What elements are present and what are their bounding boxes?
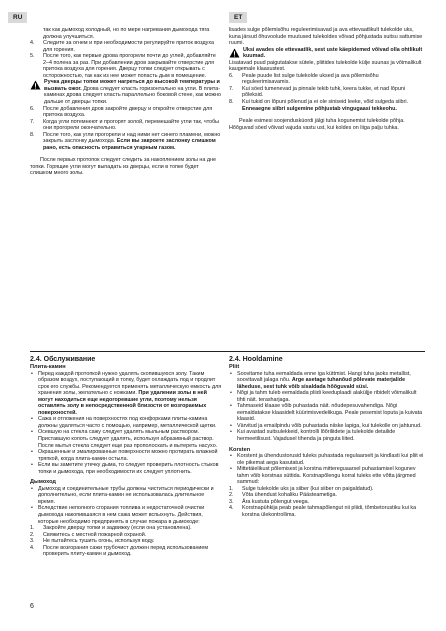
ru-chimney-list	[30, 486, 222, 525]
et-top-column	[229, 27, 425, 131]
list-item: 3. Не пытайтесь тушить огонь, используя воду.	[30, 538, 155, 545]
ru-fire-steps	[30, 525, 222, 558]
ru-steps-list-2	[30, 106, 222, 152]
page-number: 6	[30, 603, 34, 610]
et-continued-text: lisades sulge põlemisõhu reguleerimisavad ja ava ettevaatlikult tulekolde uks, kuna järsud õhuvoolude muutused tulekoldes võivad põhjustada suitsu sattumise ruumi.	[229, 27, 423, 47]
list-item: • Перед каждой протопкой нужно удалять скопившуюся золу. Таким образом воздух, поступающий в топку, будет охлаждать под и продлит срок его службы. Рекомендуется применять металлическую емкость для хранения золы, желательно с ножками. При удалении золы в ней могут находиться еще недогоревшие угли, поэтому нельзя оставлять золу в непосредственной близости от возгораемых поверхностей.	[30, 371, 222, 417]
list-item: 2. Свяжитесь с местной пожарной охраной.	[30, 531, 147, 538]
list-item: • Värvitud ja emailpindu võib puhastada niiske lapiga, kui tulekolle on jahtunud.	[229, 423, 425, 430]
ru-maintenance-column	[30, 355, 222, 558]
section-divider	[30, 351, 425, 352]
list-item: 7. Когда угли потемнеют и прогорят золой, перемешайте угли так, чтобы они прогорели окончательно.	[30, 118, 220, 132]
et-warning	[229, 47, 425, 60]
list-item: 1. Закройте дверцу топки и задвижку (если она установлена).	[30, 525, 192, 532]
ru-paragraph: После первых протопок следует следить за накоплением золы на дне топки. Горящие угли могут выпадать из дверцы, если в топке будет слишком много золы.	[30, 157, 216, 177]
et-section-heading: 2.4. Hooldamine	[229, 356, 283, 363]
ru-section-heading: 2.4. Обслуживание	[30, 356, 96, 363]
et-warning-bold: Uksi avades ole ettevaatlik, sest uste käepidemed võivad olla ohtlikult kuumad.	[243, 46, 423, 60]
list-item: • Если вы заметите утечку дыма, то следует проверить плотность стыков топки и дымохода, при необходимости их следует уплотнить.	[30, 462, 222, 475]
list-item: • Осевшую на стекла сажу следует удалять мыльным раствором. Приставшую копоть следует удалять, используя абразивный раствор. После мытья стекла следует еще раз прополоскать и вытереть насухо.	[30, 429, 222, 449]
list-item: 6. Peale puude list sulge tulekolde uksed ja ava põlemisõhu reguleerimisavamis.	[229, 72, 379, 86]
list-item: 4. Korstnapühkija peab peale tahmapõlengut nii pliidi, tõmbetorustiku kui ka korstna ülekontrollima.	[229, 505, 417, 519]
list-item: 3. Ära kustuta põlengut veega.	[229, 498, 310, 505]
warning-icon	[229, 48, 240, 58]
ru-warning-text: Дрова следует класть горизонтально на угли. В плита-каминах дрова следует класть параллельно боковой стене, как можно дальше от дверцы топки.	[44, 85, 222, 106]
list-item: • Tahmaseid klaase võib puhastada näit. nõudepesuvahendiga. Nõgi eemaldatakse klaasidelt küürimisvedelikuga. Peale pesemist loputa ja kuivata klaasid.	[229, 403, 425, 423]
list-item: • Kui avastad suitsulekkeid, kontrolli lõõriliidete ja tulekolde detailide hermeetilisust. Vajadusel tihenda ja pinguta liited.	[229, 429, 425, 442]
ru-stove-list	[30, 371, 222, 476]
list-item: 8. После того, как угли прогорели и над ними нет синего пламени, можно закрыть заслонку дымохода. Если вы закроете заслонку слишком рано, есть опасность отравиться угарным газом.	[30, 131, 221, 151]
ru-subheading-stove: Плита-камин	[30, 364, 66, 370]
et-subheading-stove: Pliit	[229, 364, 240, 370]
list-item: 2. Võta ühendust kohaliku Päästeametiga.	[229, 492, 337, 499]
et-maintenance-column	[229, 355, 425, 519]
list-item: • Окрашенные и эмалированные поверхности можно протирать влажной тряпкой, когда плита-камин остыла.	[30, 449, 222, 462]
list-item: 4. Следите за огнем и при необходимости регулируйте приток воздуха для горения.	[30, 40, 214, 53]
ru-warning-bold: Ручка дверцы топки может нагреться до высокой температуры и вызвать ожог.	[44, 79, 220, 92]
list-item: 5. После того, как первые дрова прогорели почти до углей, добавляйте 2–4 полена за раз. При добавлении дров закрывайте отверстие для притока воздуха для горения. Дверцу топки следует открывать с осторожностью, так как из нее может попасть дым в помещение.	[30, 53, 216, 79]
list-item: 1. Sulge tulekolde uks ja siiber (kui siiber on paigaldatud).	[229, 485, 374, 492]
list-item: 7. Kui söed tumenevad ja pinnale tekib tuhk, keera tukke, et nad lõpuni põleksid.	[229, 85, 406, 99]
list-item: • Дымоход и соединительные трубы должны чиститься периодически и дополнительно, если плита-камин не использовалась длительное время.	[30, 486, 222, 506]
list-item: • Soovitame tuha eemaldada enne iga küttmist. Hangi tuha jaoks metallist, soovitavalt jalaga nõu. Arge asetage tuhanõud põlevate materjalide läheduse, sest tuhk võib sisaldada hõõguvald süsi.	[229, 371, 425, 391]
ru-warning	[30, 79, 222, 105]
list-item: • Вследствие неполного сгорания топлива и недостаточной очистки дымохода накопившаяся в нем сажа может вспыхнуть. Действия, которые необходимо предпринять в случае пожара в дымоходе:	[30, 505, 222, 525]
et-warning-text: Lisatavad puud paigutatakse sütele, pliitides tulekolde külje suunas ja võimalikult kaugemale klaasustest.	[229, 59, 422, 73]
et-fire-steps	[229, 486, 425, 519]
ru-subheading-chimney: Дымоход	[30, 479, 56, 486]
et-stove-list	[229, 371, 425, 443]
language-tag-ru: RU	[8, 12, 27, 23]
et-chimney-list	[229, 453, 425, 486]
ru-steps-list	[30, 40, 222, 79]
list-item: 6. После добавления дров закройте дверцу и откройте отверстие для притока воздуха.	[30, 105, 213, 119]
language-tag-et: ET	[229, 12, 247, 23]
et-subheading-chimney: Korsten	[229, 446, 251, 453]
et-steps-list	[229, 73, 425, 112]
ru-continued-text: так как дымоход холодный, но по мере нагревания дымохода тяга должна улучшиться.	[43, 27, 210, 40]
list-item: 4. После возгорания сажи трубочист должен перед использованием проверить плиту-камин и дымоход.	[30, 544, 209, 558]
ru-top-column	[30, 27, 222, 177]
list-item: • Korstent ja ühendustorusid tuleks puhastada regulaarselt ja kindlasti kui pliit ei ole pikemat aega kasutatud.	[229, 453, 425, 466]
warning-icon	[30, 80, 41, 90]
list-item: 8. Kui tukid on lõpuni põlenud ja ei ole siniseid leeke, võid sulgeda siibri. Enneaegne siibri sulgemine põhjustab vingugaasi tekkeohu.	[229, 99, 409, 112]
list-item: • Nõgi ja tahm tuleb eemaldada pliidi keeduplaadi alaküljje ribidelt võimalikult tihti näit. terasharjaga.	[229, 390, 425, 403]
et-paragraph: Peale esimesi soojendusküordi jälgi tuha kogunemist tulekolde põhja. Hõõguvad söed võivad vajuda vastu ust, kui koldes on liiga palju tuhka.	[229, 118, 405, 131]
list-item: • Сажа и отложения на поверхностях под конфорками плиты-камина должны удаляться часто с помощью, например, металлической щетки.	[30, 416, 222, 429]
list-item: • Mittetäielikust põlemisest ja korstna mittereguaarsel puhastamisel kogunev tahm võib korstnas süttida. Korstnapõlengu korral tuleks ette võtta järgmed sammud:	[229, 466, 425, 486]
